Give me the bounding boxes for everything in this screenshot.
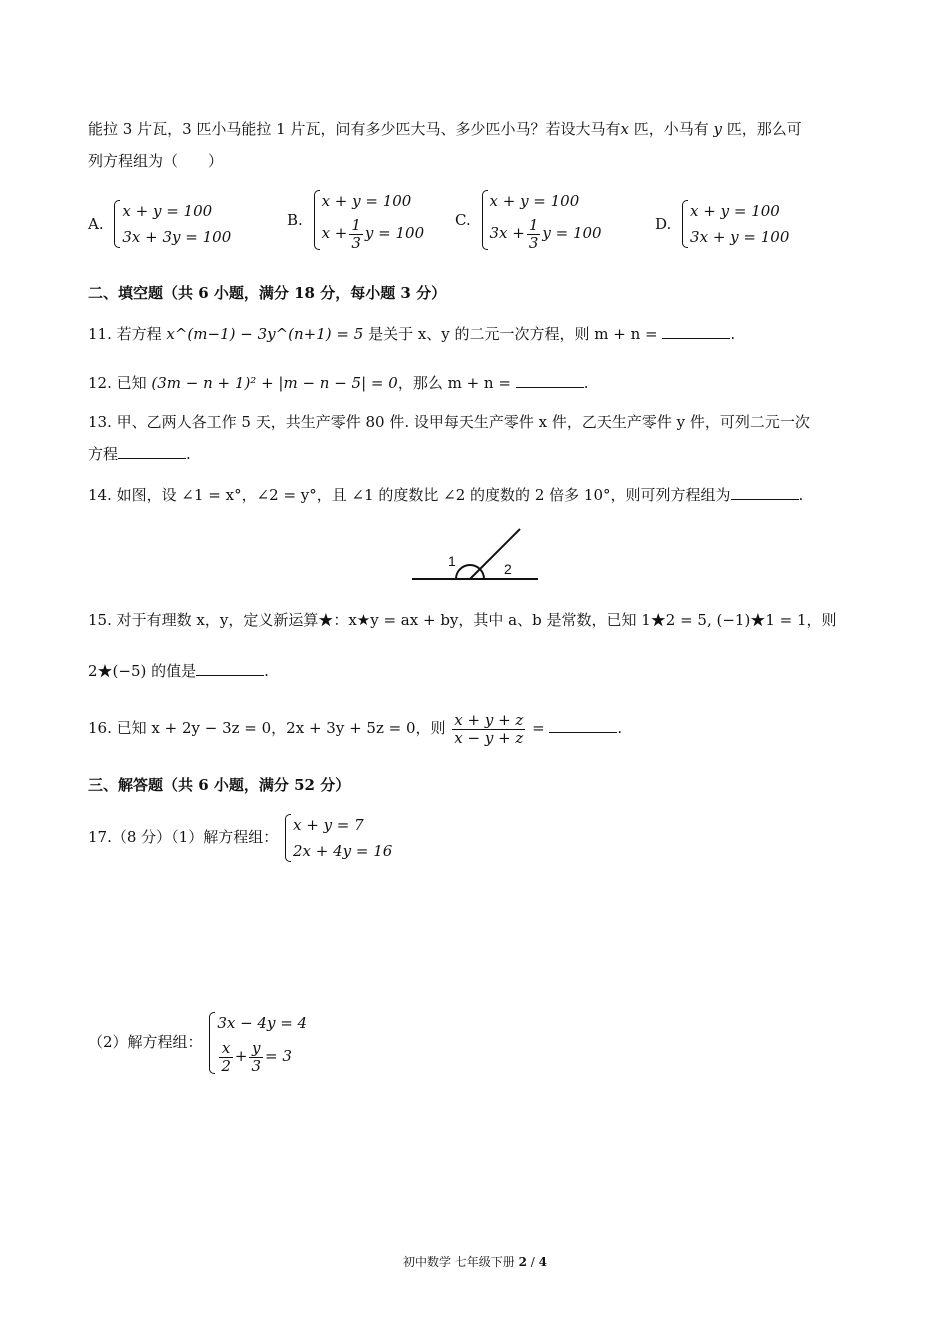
page-footer: 初中数学 七年级下册 2 / 4 <box>402 1255 548 1269</box>
q16: 16. 已知 x + 2y − 3z = 0，2x + 3y + 5z = 0，则 $\frac{x + y + z}{x - y + z}$ = . <box>88 710 623 747</box>
ray-line <box>470 529 520 579</box>
option-b[interactable]: B. x + y = 100 x + $\frac{1}{3}$ y = 100 <box>287 188 424 252</box>
option-a[interactable]: A. x + y = 100 3x + 3y = 100 <box>88 198 231 250</box>
option-c-system: x + y = 100 3x + $\frac{1}{3}$ y = 100 <box>480 188 602 252</box>
fraction: $\frac{1}{3}$ <box>528 215 539 252</box>
option-d[interactable]: D. x + y = 100 3x + y = 100 <box>655 198 789 250</box>
section-2-title: 二、填空题（共 6 小题，满分 18 分，每小题 3 分） <box>88 284 447 302</box>
answer-blank[interactable] <box>196 660 264 676</box>
q12: 12. 已知 (3m − n + 1)² + |m − n − 5| = 0，那么 m + n = . <box>88 374 589 392</box>
answer-blank[interactable] <box>549 717 617 733</box>
option-a-system: x + y = 100 3x + 3y = 100 <box>112 198 231 250</box>
q15-line1: 15. 对于有理数 x，y，定义新运算★：x★y = ax + by，其中 a、b 是常数，已知 1★2 = 5, (−1)★1 = 1，则 <box>88 611 837 629</box>
q10-line1: 能拉 3 片瓦，3 匹小马能拉 1 片瓦，问有多少匹大马、多少匹小马？若设大马有x 匹，小马有 y 匹，那么可 <box>88 120 802 138</box>
page-number: 2 <box>518 1255 527 1269</box>
page-total: 4 <box>538 1255 548 1269</box>
option-b-system: x + y = 100 x + $\frac{1}{3}$ y = 100 <box>312 188 425 252</box>
q17-part2: （2）解方程组： 3x − 4y = 4 $\frac{x}{2}$ + $\frac{y}{3}$ = 3 <box>88 1010 870 1076</box>
q16-fraction: $\frac{x + y + z}{x - y + z}$ <box>454 710 524 747</box>
option-d-system: x + y = 100 3x + y = 100 <box>680 198 789 250</box>
q11: 11. 若方程 x^(m−1) − 3y^(n+1) = 5 是关于 x、y 的二元一次方程，则 m + n = . <box>88 325 736 343</box>
fraction: $\frac{1}{3}$ <box>351 215 361 252</box>
q17-system-1: x + y = 7 2x + 4y = 16 <box>283 812 392 864</box>
answer-blank[interactable] <box>118 443 186 459</box>
q17-system-2: 3x − 4y = 4 $\frac{x}{2}$ + $\frac{y}{3}$ = 3 <box>207 1010 307 1076</box>
answer-blank[interactable] <box>731 484 799 500</box>
answer-blank[interactable] <box>662 323 730 339</box>
q13-line1: 13. 甲、乙两人各工作 5 天，共生产零件 80 件. 设甲每天生产零件 x 件，乙天生产零件 y 件，可列二元一次 <box>88 413 810 431</box>
option-c[interactable]: C. x + y = 100 3x + $\frac{1}{3}$ y = 100 <box>455 188 602 252</box>
q13-line2: 方程 . <box>88 445 191 463</box>
q17-part1: 17.（8 分）（1）解方程组： x + y = 7 2x + 4y = 16 <box>88 812 870 864</box>
angle-2-label: 2 <box>504 561 512 577</box>
section-3-title: 三、解答题（共 6 小题，满分 52 分） <box>88 776 351 794</box>
angle-figure <box>408 524 542 586</box>
q10-line2: 列方程组为（ ） <box>88 152 224 170</box>
q14: 14. 如图，设 ∠1 = x°，∠2 = y°，且 ∠1 的度数比 ∠2 的度数的 2 倍多 10°，则可列方程组为 . <box>88 486 804 504</box>
angle-1-label: 1 <box>448 553 456 569</box>
q15-line2: 2★(−5) 的值是 . <box>88 662 269 680</box>
answer-blank[interactable] <box>516 372 584 388</box>
angle-arc <box>456 565 484 579</box>
